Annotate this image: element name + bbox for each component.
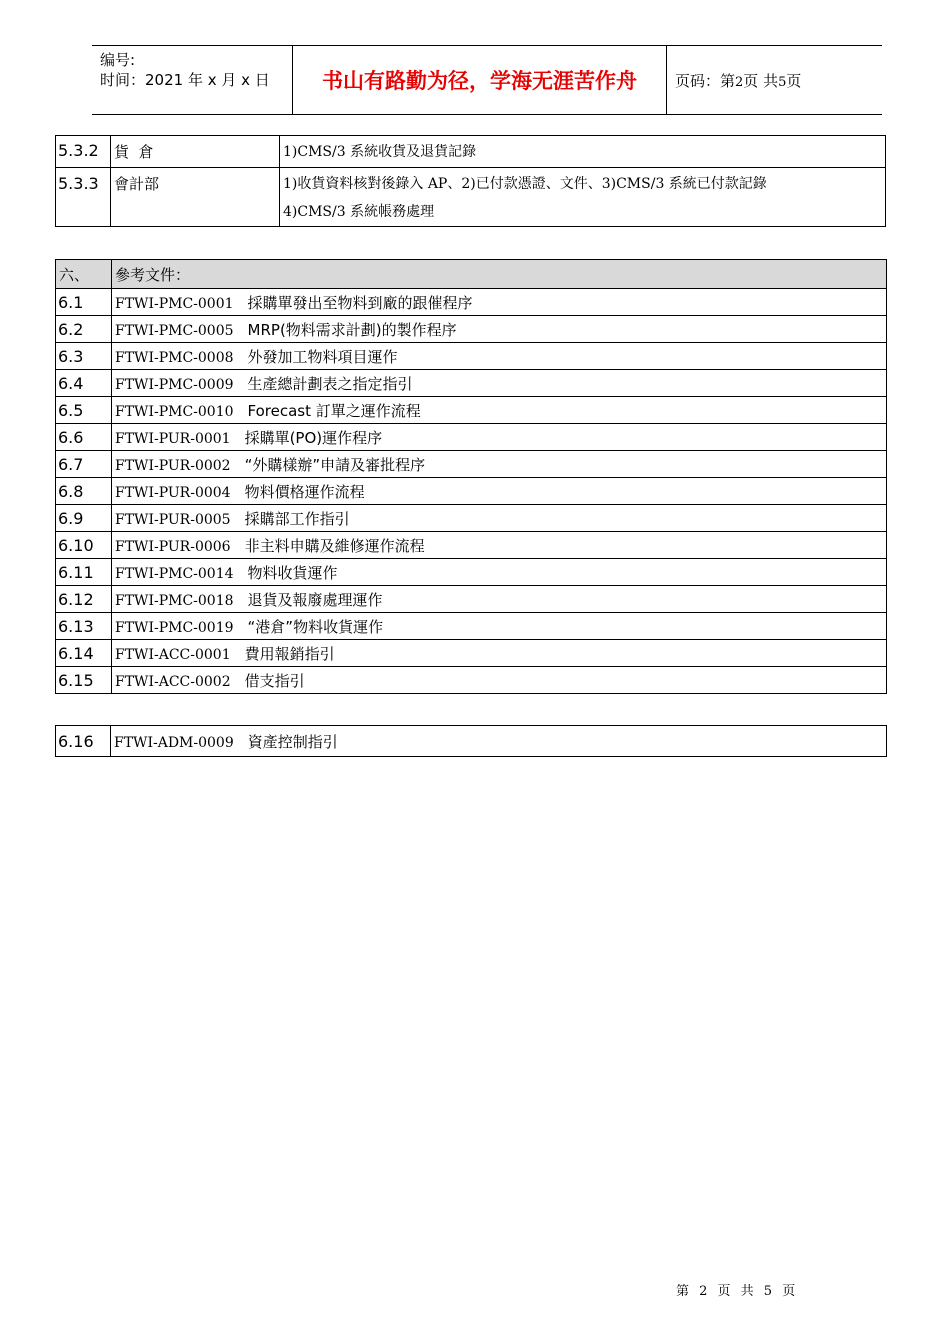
document-code: FTWI-ACC-0001: [115, 646, 231, 663]
row-number: 6.12: [56, 586, 112, 613]
responsibility-table: [55, 135, 886, 227]
reference-cell: [112, 613, 887, 640]
reference-cell: [112, 505, 887, 532]
document-code: FTWI-ADM-0009: [114, 734, 234, 751]
row-number: 6.3: [56, 343, 112, 370]
document-code: FTWI-PMC-0019: [115, 619, 234, 636]
reference-cell: [112, 532, 887, 559]
section-number: 六、: [56, 260, 112, 289]
document-code: FTWI-PMC-0001: [115, 295, 234, 312]
document-name: 退貨及報廢處理運作: [247, 590, 383, 609]
section-title: 參考文件：: [112, 260, 887, 289]
header-divider: [666, 46, 667, 114]
row-number: 6.10: [56, 532, 112, 559]
document-name: 生產總計劃表之指定指引: [247, 374, 413, 393]
document-code: FTWI-PUR-0004: [115, 484, 231, 501]
row-number: 6.15: [56, 667, 112, 694]
table-row: [56, 640, 887, 667]
total-page-number: 5: [778, 75, 787, 90]
table-row: [56, 586, 887, 613]
document-code: FTWI-PUR-0006: [115, 538, 231, 555]
row-number: 6.5: [56, 397, 112, 424]
document-name: “港倉”物料收貨運作: [247, 617, 384, 636]
document-name: MRP(物料需求計劃)的製作程序: [247, 320, 457, 339]
record-cell: 1)收貨資料核對後錄入 AP、2)已付款憑證、文件、3)CMS/3 系統已付款記錄 4)CMS/3 系統帳務處理: [280, 168, 886, 227]
reference-cell: [112, 370, 887, 397]
table-row: [56, 397, 887, 424]
current-page-number: 2: [735, 75, 744, 90]
row-number: 6.14: [56, 640, 112, 667]
table-row: [56, 136, 886, 168]
reference-cell: [112, 451, 887, 478]
reference-cell: [112, 316, 887, 343]
document-name: 採購單(PO)運作程序: [244, 428, 383, 447]
table-row: [56, 451, 887, 478]
reference-documents-table: [55, 259, 887, 694]
row-number: 6.9: [56, 505, 112, 532]
document-name: 費用報銷指引: [244, 644, 335, 663]
document-code: FTWI-PMC-0014: [115, 565, 234, 582]
table-row: [56, 424, 887, 451]
document-code: FTWI-PMC-0018: [115, 592, 234, 609]
document-code: FTWI-PUR-0002: [115, 457, 231, 474]
row-number: 6.6: [56, 424, 112, 451]
document-code: FTWI-PMC-0009: [115, 376, 234, 393]
row-number: 6.2: [56, 316, 112, 343]
document-code: FTWI-PMC-0008: [115, 349, 234, 366]
table-row: [56, 168, 886, 227]
document-code: FTWI-PMC-0010: [115, 403, 234, 420]
reference-cell: [112, 478, 887, 505]
reference-cell: [112, 343, 887, 370]
document-name: 借支指引: [244, 671, 305, 690]
table-row: [56, 289, 887, 316]
row-number: 6.4: [56, 370, 112, 397]
row-number: 6.16: [56, 726, 111, 757]
document-name: Forecast 訂單之運作流程: [247, 401, 421, 420]
document-code: FTWI-PUR-0005: [115, 511, 231, 528]
row-number: 6.7: [56, 451, 112, 478]
document-name: 資產控制指引: [247, 732, 338, 751]
document-code: FTWI-PUR-0001: [115, 430, 231, 447]
reference-header-row: [56, 260, 887, 289]
reference-cell: [112, 397, 887, 424]
header-motto: 书山有路勤为径，学海无涯苦作舟: [322, 69, 637, 93]
document-name: 物料收貨運作: [247, 563, 338, 582]
document-code: FTWI-ACC-0002: [115, 673, 231, 690]
table-row: [56, 505, 887, 532]
page-footer: 第 2 页 共 5 页: [676, 1284, 799, 1299]
document-code-label: 编号:: [100, 51, 136, 69]
document-code: FTWI-PMC-0005: [115, 322, 234, 339]
reference-cell: [112, 289, 887, 316]
row-number: 6.13: [56, 613, 112, 640]
row-number: 5.3.2: [56, 136, 111, 168]
row-number: 6.1: [56, 289, 112, 316]
header-meta: [100, 50, 270, 90]
reference-cell: [112, 667, 887, 694]
header-page-indicator: 页码：第2页 共5页: [675, 72, 802, 90]
row-number: 6.8: [56, 478, 112, 505]
table-row: [56, 726, 887, 757]
department-cell: 貨 倉: [111, 136, 280, 168]
extra-reference-table: [55, 725, 887, 757]
table-row: [56, 478, 887, 505]
document-name: 外發加工物料項目運作: [247, 347, 398, 366]
table-row: [56, 667, 887, 694]
table-row: [56, 613, 887, 640]
document-name: 採購部工作指引: [244, 509, 350, 528]
reference-cell: [112, 559, 887, 586]
table-row: [56, 343, 887, 370]
table-row: [56, 316, 887, 343]
document-name: “外購樣辦”申請及審批程序: [244, 455, 426, 474]
document-name: 非主料申購及維修運作流程: [244, 536, 425, 555]
reference-cell: [112, 586, 887, 613]
document-name: 採購單發出至物料到廠的跟催程序: [247, 293, 473, 312]
document-name: 物料價格運作流程: [244, 482, 365, 501]
record-cell: 1)CMS/3 系統收貨及退貨記錄: [280, 136, 886, 168]
reference-cell: [111, 726, 887, 757]
reference-cell: [112, 424, 887, 451]
table-row: [56, 559, 887, 586]
page-header: [92, 45, 882, 115]
document-time-label: 时间：2021 年 x 月 x 日: [100, 71, 270, 89]
table-row: [56, 370, 887, 397]
row-number: 6.11: [56, 559, 112, 586]
department-cell: 會計部: [111, 168, 280, 227]
reference-cell: [112, 640, 887, 667]
table-row: [56, 532, 887, 559]
row-number: 5.3.3: [56, 168, 111, 227]
